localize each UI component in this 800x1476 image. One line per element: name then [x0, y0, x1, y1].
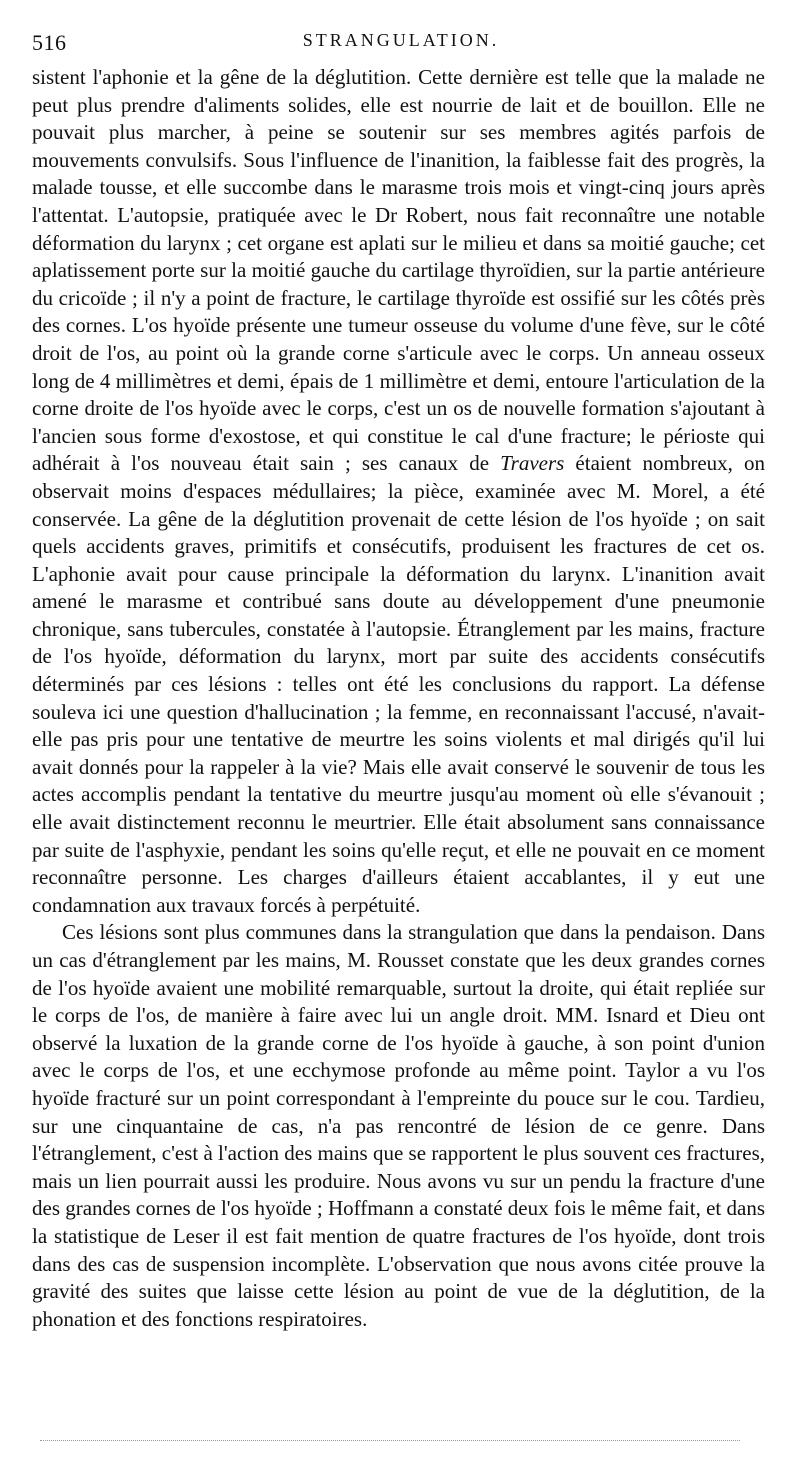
page-header [32, 30, 770, 60]
running-title: STRANGULATION. [302, 30, 500, 50]
paragraph-2 [32, 919, 765, 1333]
page-number: 516 [32, 30, 67, 55]
body-text [32, 64, 765, 1333]
paragraph-1-text-continued: étaient nombreux, on observait moins d'espaces médullaires; la pièce, examinée avec M. Morel, a été conservée. La gêne de la déglutition provenait de cette lésion de l'os hyoïde ; on sait quels accidents graves, primitifs et consécutifs, produisent les fractures de cet os. L'aphonie avait pour cause principale la déformation du larynx. L'inanition avait amené le marasme et contribué sans doute au développement d'une pneumonie chronique, sans tubercules, constatée à l'autopsie. Étranglement par les mains, fracture de l'os hyoïde, déformation du larynx, mort par suite des accidents consécutifs déterminés par ces lésions : telles ont été les conclusions du rapport. La défense souleva ici une question d'hallucination ; la femme, en reconnaissant l'accusé, n'avait-elle pas pris pour une tentative de meurtre les soins violents et mal dirigés qu'il lui avait donnés pour la rappeler à la vie? Mais elle avait conservé le souvenir de tous les actes accomplis pendant la tentative du meurtre jusqu'au moment où elle s'évanouit ; elle avait distinctement reconnu le meurtrier. Elle était absolument sans connaissance par suite de l'asphyxie, pendant les soins qu'elle reçut, et elle ne pouvait en ce moment reconnaître personne. Les charges d'ailleurs étaient accablantes, il y eut une condamnation aux travaux forcés à perpétuité. [32, 451, 765, 917]
bottom-scan-artifact [40, 1440, 740, 1441]
paragraph-1 [32, 64, 765, 919]
paragraph-2-text: Ces lésions sont plus communes dans la strangulation que dans la pendaison. Dans un cas d'étranglement par les mains, M. Rousset constate que les deux grandes cornes de l'os hyoïde avaient une mobilité remarquable, surtout la droite, qui était repliée sur le corps de l'os, de manière à faire avec lui un angle droit. MM. Isnard et Dieu ont observé la luxation de la grande corne de l'os hyoïde à gauche, à son point d'union avec le corps de l'os, et une ecchymose profonde au même point. Taylor a vu l'os hyoïde fracturé sur un point correspondant à l'empreinte du pouce sur le cou. Tardieu, sur une cinquantaine de cas, n'a pas rencontré de lésion de ce genre. Dans l'étranglement, c'est à l'action des mains que se rapportent le plus souvent ces fractures, mais un lien pourrait aussi les produire. Nous avons vu sur un pendu la fracture d'une des grandes cornes de l'os hyoïde ; Hoffmann a constaté deux fois le même fait, et dans la statistique de Leser il est fait mention de quatre fractures de l'os hyoïde, dont trois dans des cas de suspension incomplète. L'observation que nous avons citée prouve la gravité des suites que laisse cette lésion au point de vue de la déglutition, de la phonation et des fonctions respiratoires. [32, 920, 765, 1331]
italic-term: Travers [500, 451, 565, 476]
paragraph-1-text: sistent l'aphonie et la gêne de la déglutition. Cette dernière est telle que la malade ne peut plus prendre d'aliments solides, elle est nourrie de lait et de bouillon. Elle ne pouvait plus marcher, à peine se soutenir sur ses membres agités parfois de mouvements convulsifs. Sous l'influence de l'inanition, la faiblesse fait des progrès, la malade tousse, et elle succombe dans le marasme trois mois et vingt-cinq jours après l'attentat. L'autopsie, pratiquée avec le Dr Robert, nous fait reconnaître une notable déformation du larynx ; cet organe est aplati sur le milieu et dans sa moitié gauche; cet aplatissement porte sur la moitié gauche du cartilage thyroïdien, sur la partie antérieure du cricoïde ; il n'y a point de fracture, le cartilage thyroïde est ossifié sur les côtés près des cornes. L'os hyoïde présente une tumeur osseuse du volume d'une fève, sur le côté droit de l'os, au point où la grande corne s'articule avec le corps. Un anneau osseux long de 4 millimètres et demi, épais de 1 millimètre et demi, entoure l'articulation de la corne droite de l'os hyoïde avec le corps, c'est un os de nouvelle formation s'ajoutant à l'ancien sous forme d'exostose, et qui constitue le cal d'une fracture; le périoste qui adhérait à l'os nouveau était sain ; ses canaux de [32, 65, 765, 476]
